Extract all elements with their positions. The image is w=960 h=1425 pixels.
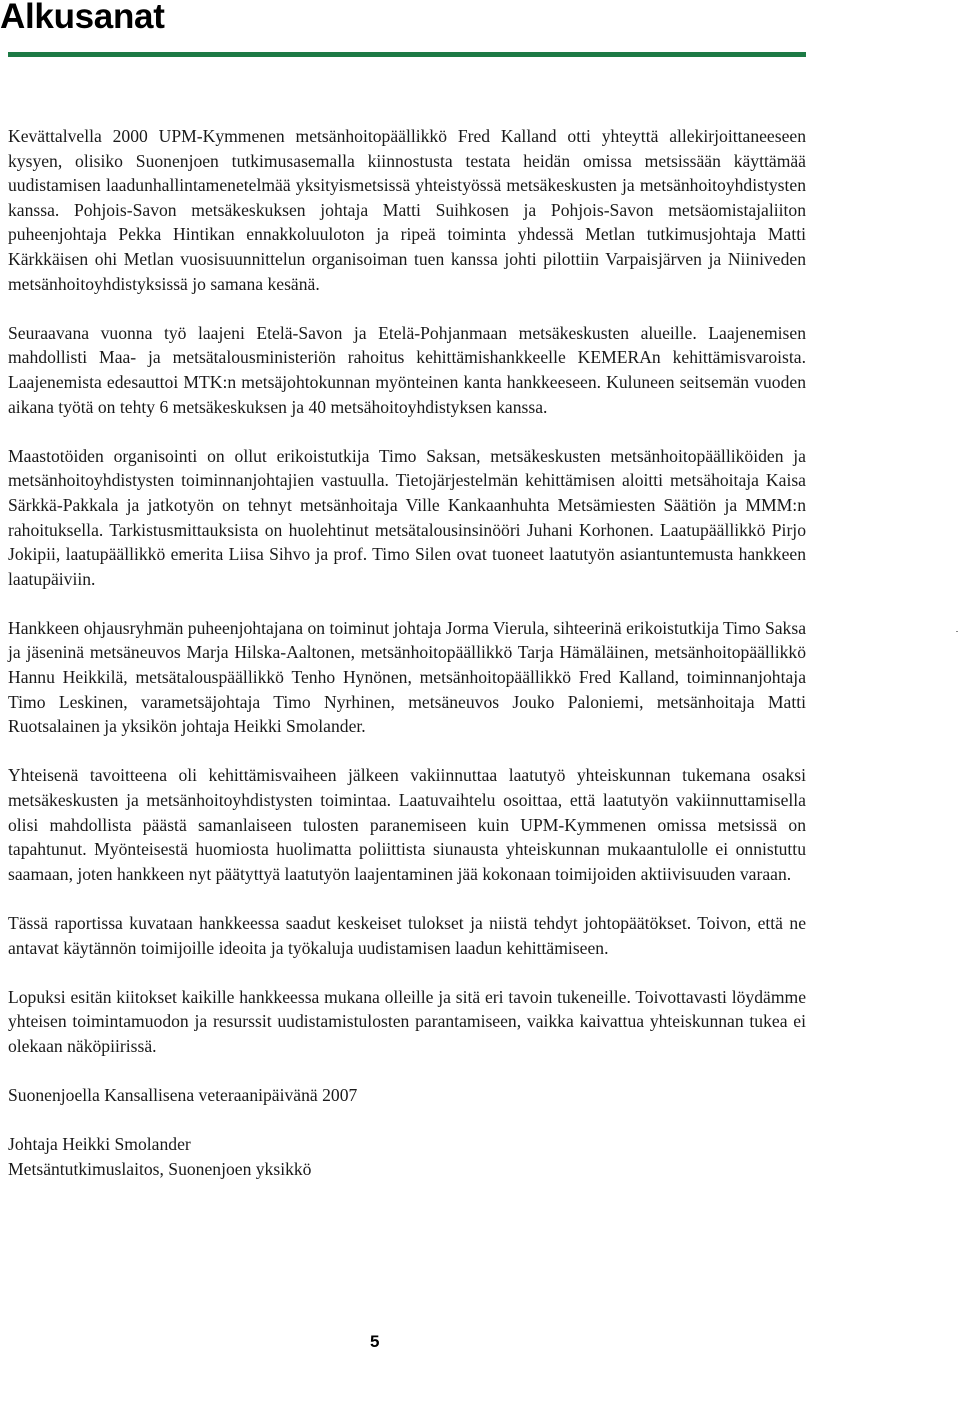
paragraph-6: Tässä raportissa kuvataan hankkeessa saadut keskeiset tulokset ja niistä tehdyt johtopäätökset. Toivon, että ne antavat käytännön toimijoille ideoita ja työkaluja uudistamisen laadun kehittämiseen. [8,913,806,958]
title-rule [8,52,806,57]
paragraph-4: Hankkeen ohjausryhmän puheenjohtajana on toiminut johtaja Jorma Vierula, sihteerinä erikoistutkija Timo Saksa ja jäseninä metsäneuvos Marja Hilska-Aaltonen, metsänhoitopäällikkö Tarja Hämäläinen, metsänhoitopäällikkö Hannu Heikkilä, metsätalouspäällikkö Tenho Hynönen, metsänhoitopäällikkö Fred Kalland, toiminnanjohtaja Timo Leskinen, varametsäjohtaja Timo Nyrhinen, metsäneuvos Jouko Paloniemi, metsänhoitaja Matti Ruotsalainen ja yksikön johtaja Heikki Smolander. [8,617,806,737]
paragraph-1: Kevättalvella 2000 UPM-Kymmenen metsänhoitopäällikkö Fred Kalland otti yhteyttä allekirjoittaneeseen kysyen, olisiko Suonenjoen tutkimusasemalla kiinnostusta testata heidän omissa metsissään käyttämää uudistamisen laadunhallintamenetelmää yksityismetsissä yhteistyössä metsäkeskusten ja metsänhoitoyhdistysten kanssa. Pohjois-Savon metsäkeskuksen johtaja Matti Suihkosen ja Pohjois-Savon metsäomistajaliiton puheenjohtaja Pekka Hintikan ennakkoluuloton ja ripeä toiminta yhdessä Metlan tutkimusjohtaja Matti Kärkkäisen ohi Metlan vuosisuunnittelun organisoiman tuen kanssa johti pilottiin Varpaisjärven ja Niiniveden metsänhoitoyhdistyksissä jo samana kesänä. [8,126,806,294]
paragraph-5: Yhteisenä tavoitteena oli kehittämisvaiheen jälkeen vakiinnuttaa laatutyö yhteiskunnan tukemana osaksi metsäkeskusten ja metsänhoitoyhdistysten toimintaa. Laatuvaihtelu osoittaa, että laatutyön vakiinnuttamisella olisi mahdollista päästä samanlaiseen tulosten paranemiseen kuin UPM-Kymmenen omissa metsissä on tapahtunut. Myönteisestä huomiosta huolimatta poliittista siunausta yhteiskunnan mukaantulolle ei onnistuttu saamaan, joten hankkeen nyt päätyttyä laatutyön laajentaminen jää kokonaan toimijoiden aktiivisuuden varaan. [8,765,806,884]
paragraph-7: Lopuksi esitän kiitokset kaikille hankkeessa mukana olleille ja sitä eri tavoin tukeneille. Toivottavasti löydämme yhteisen toimintamuodon ja resurssit uudistamistulosten parantamiseen, vaikka kaivattua yhteiskunnan tukea ei olekaan näköpiirissä. [8,986,806,1056]
paragraph-3: Maastotöiden organisointi on ollut erikoistutkija Timo Saksan, metsäkeskusten metsänhoitopäälliköiden ja metsänhoitoyhdistysten toiminnanjohtajien vastuulla. Tietojärjestelmän kehittämisen aloitti metsähoitaja Kaisa Särkkä-Pakkala ja jatkotyön on tehnyt metsänhoitaja Ville Kankaanhuhta Metsämiesten Säätiön ja MMM:n rahoituksella. Tarkistusmittauksista on huolehtinut metsätalousinsinööri Juhani Korhonen. Laatupäällikkö Pirjo Jokipii, laatupäällikkö emerita Liisa Sihvo ja prof. Timo Silen ovat tuoneet laatutyön asiantuntemusta hankkeen laatupäiviin. [8,445,806,589]
signature-place-date: Suonenjoella Kansallisena veteraanipäivänä 2007 [8,1085,358,1106]
page-title: Alkusanat [0,0,165,36]
paragraph-2: Seuraavana vuonna työ laajeni Etelä-Savon ja Etelä-Pohjanmaan metsäkeskusten alueille. Laajenemisen mahdollisti Maa- ja metsätalousministeriön rahoitus kehittämishankkeelle KEMERAn kehittämisvaroista. Laajenemista edesauttoi MTK:n metsäjohtokunnan myönteinen kanta hankkeeseen. Kuluneen seitsemän vuoden aikana työtä on tehty 6 metsäkeskuksen ja 40 metsähoitoyhdistyksen kanssa. [8,322,806,417]
signature-name: Johtaja Heikki Smolander [8,1134,191,1155]
body-text [8,124,806,1182]
page-number: 5 [370,1332,380,1351]
margin-mark [956,631,958,632]
signature-organization: Metsäntutkimuslaitos, Suonenjoen yksikkö [8,1158,312,1179]
